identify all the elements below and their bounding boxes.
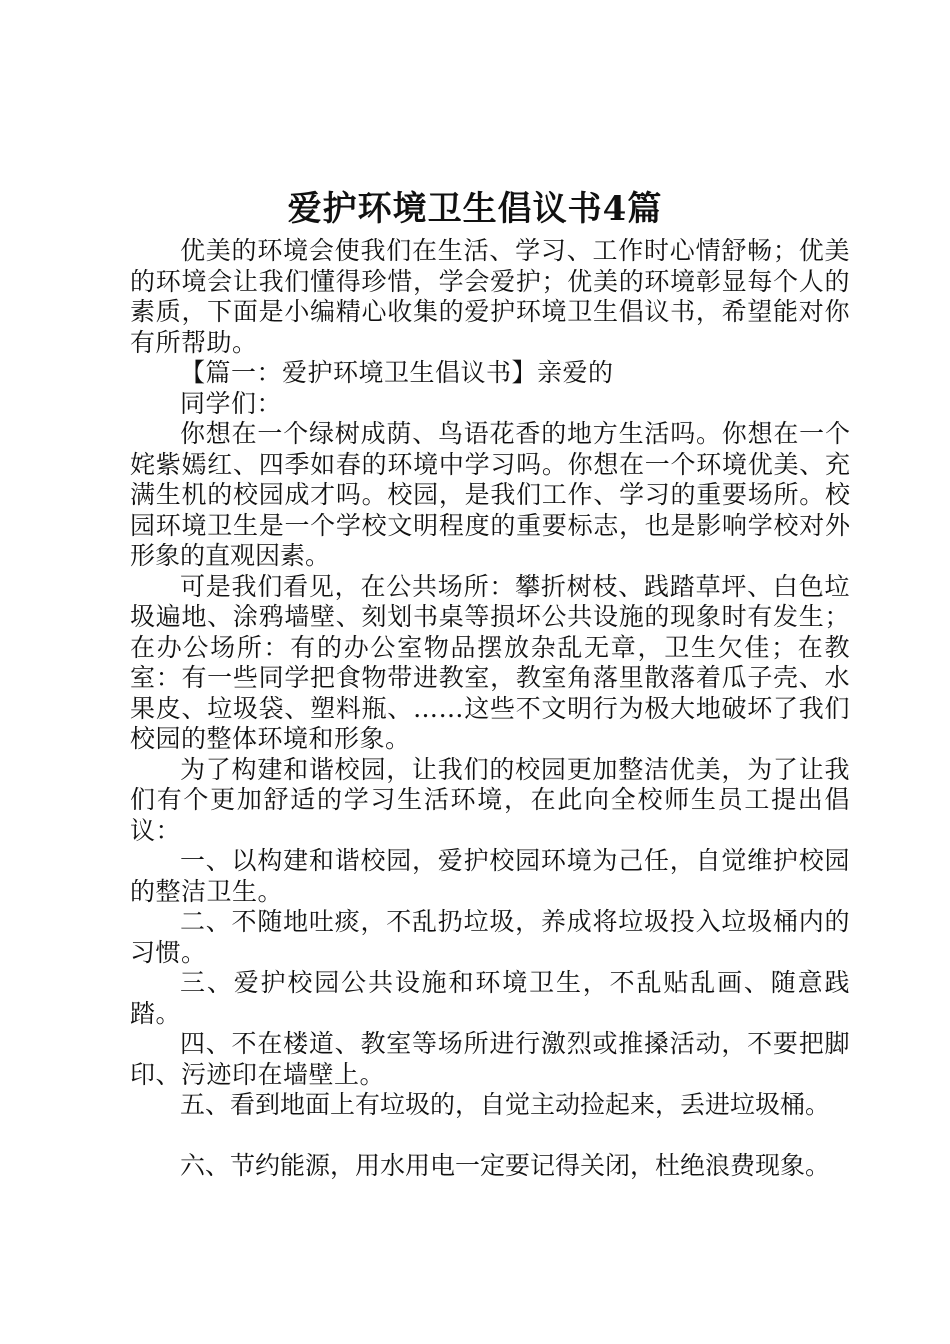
- proposal-item-5: 五、看到地面上有垃圾的，自觉主动捡起来，丢进垃圾桶。: [180, 1090, 831, 1119]
- section-heading: 【篇一：爱护环境卫生倡议书】亲爱的: [180, 358, 614, 387]
- paragraph-2: 可是我们看见，在公共场所：攀折树枝、践踏草坪、白色垃圾遍地、涂鸦墙壁、刻划书桌等损坏公共设施的现象时有发生；在办公场所：有的办公室物品摆放杂乱无章，卫生欠佳；在教室：有一些同学把食物带进教室，教室角落里散落着瓜子壳、水果皮、垃圾袋、塑料瓶、……这些不文明行为极大地破坏了我们校园的整体环境和形象。: [130, 571, 850, 753]
- proposal-item-3: 三、爱护校园公共设施和环境卫生，不乱贴乱画、随意践踏。: [130, 968, 850, 1028]
- proposal-item-1: 一、以构建和谐校园，爱护校园环境为己任，自觉维护校园的整洁卫生。: [130, 846, 850, 906]
- document-body: [130, 236, 850, 1182]
- salutation: 同学们：: [180, 388, 283, 418]
- paragraph-3: 为了构建和谐校园，让我们的校园更加整洁优美，为了让我们有个更加舒适的学习生活环境，在此向全校师生员工提出倡议：: [130, 754, 850, 845]
- proposal-item-4: 四、不在楼道、教室等场所进行激烈或推搡活动，不要把脚印、污迹印在墙壁上。: [130, 1029, 850, 1089]
- intro-paragraph: 优美的环境会使我们在生活、学习、工作时心情舒畅；优美的环境会让我们懂得珍惜，学会爱护；优美的环境彰显每个人的素质，下面是小编精心收集的爱护环境卫生倡议书，希望能对你有所帮助。: [130, 236, 850, 357]
- document-title: 爱护环境卫生倡议书4篇: [287, 189, 663, 229]
- paragraph-1: 你想在一个绿树成荫、鸟语花香的地方生活吗。你想在一个姹紫嫣红、四季如春的环境中学习吗。你想在一个环境优美、充满生机的校园成才吗。校园，是我们工作、学习的重要场所。校园环境卫生是一个学校文明程度的重要标志，也是影响学校对外形象的直观因素。: [130, 419, 850, 570]
- proposal-item-6: 六、节约能源，用水用电一定要记得关闭，杜绝浪费现象。: [180, 1151, 831, 1180]
- proposal-item-2: 二、不随地吐痰，不乱扔垃圾，养成将垃圾投入垃圾桶内的习惯。: [130, 907, 850, 967]
- blank-line: [130, 1121, 850, 1152]
